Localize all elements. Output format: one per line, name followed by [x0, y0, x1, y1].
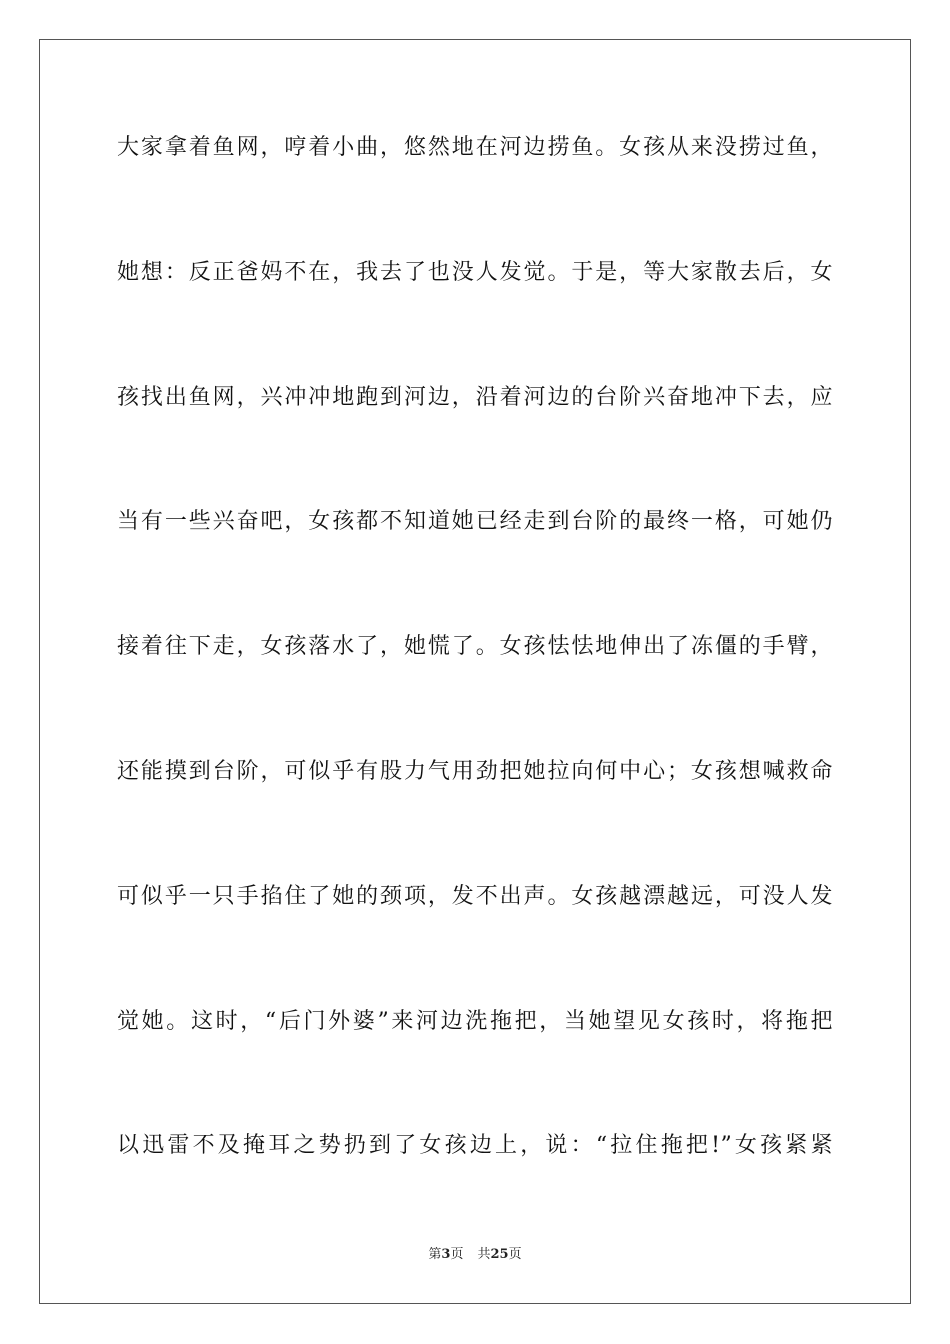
text-line: 还能摸到台阶，可似乎有股力气用劲把她拉向何中心；女孩想喊救命: [117, 759, 833, 784]
text-line: 以迅雷不及掩耳之势扔到了女孩边上，说：“拉住拖把!”女孩紧紧: [117, 1133, 833, 1158]
text-line: 觉她。这时，“后门外婆”来河边洗拖把，当她望见女孩时，将拖把: [117, 1009, 833, 1034]
text-line: 她想：反正爸妈不在，我去了也没人发觉。于是，等大家散去后，女: [117, 260, 833, 285]
text-line: 当有一些兴奋吧，女孩都不知道她已经走到台阶的最终一格，可她仍: [117, 509, 833, 534]
text-line: 可似乎一只手掐住了她的颈项，发不出声。女孩越漂越远，可没人发: [117, 884, 833, 909]
text-line: 接着往下走，女孩落水了，她慌了。女孩怯怯地伸出了冻僵的手臂，: [117, 634, 833, 659]
page-number: 3: [441, 1247, 451, 1262]
page-border: [39, 39, 911, 1304]
total-label-prefix: 共: [477, 1247, 491, 1262]
page-label-prefix: 第: [428, 1247, 442, 1262]
text-line: 孩找出鱼网，兴冲冲地跑到河边，沿着河边的台阶兴奋地冲下去，应: [117, 385, 833, 410]
text-line: 大家拿着鱼网，哼着小曲，悠然地在河边捞鱼。女孩从来没捞过鱼，: [117, 135, 833, 160]
total-pages: 25: [490, 1247, 509, 1262]
total-label-suffix: 页: [508, 1247, 522, 1262]
page-label-suffix: 页: [450, 1247, 464, 1262]
page-footer: [0, 1246, 950, 1264]
